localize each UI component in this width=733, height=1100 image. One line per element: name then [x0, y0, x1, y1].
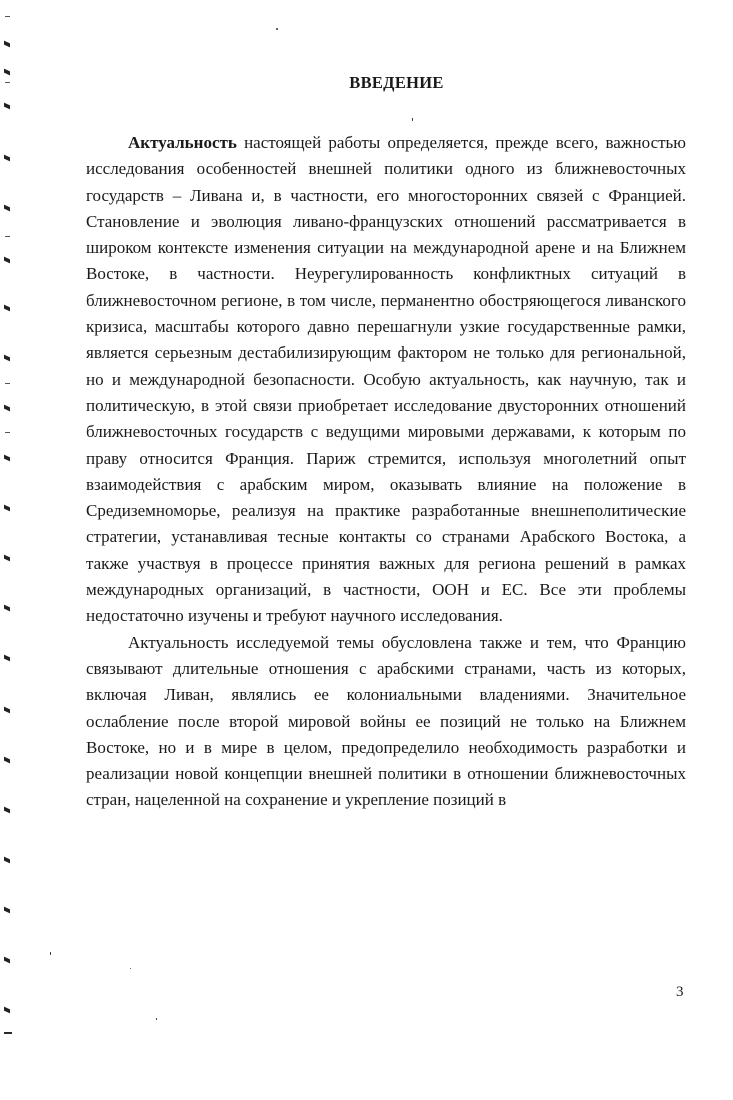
scan-mark: [4, 1032, 12, 1034]
paragraph-text: настоящей работы определяется, прежде всего, важностью исследования особенностей внешней политики одного из ближневосточных государств – Ливана и, в частности, его многосторонних связей с Францией. Становление и эволюция ливано-французских отношений рассматривается в широком контексте изменения ситуации на международной арене и на Ближнем Востоке, в частности. Неурегулированность конфликтных ситуаций в ближневосточном регионе, в том числе, перманентно обостряющегося ливанского кризиса, масштабы которого давно перешагнули узкие государственные рамки, является серьезным дестабилизирующим фактором не только для региональной, но и международной безопасности. Особую актуальность, как научную, так и политическую, в этой связи приобретает исследование двусторонних отношений ближневосточных государств с ведущими мировыми державами, к которым по праву относится Франция. Париж стремится, используя многолетний опыт взаимодействия с арабским миром, оказывать влияние на положение в Средиземноморье, реализуя на практике разработанные внешнеполитические стратегии, устанавливая тесные контакты со странами Арабского Востока, а также участвуя в процессе принятия важных для региона решений в рамках международных организаций, в частности, ООН и ЕС. Все эти проблемы недостаточно изучены и требуют научного исследования.: [86, 133, 686, 626]
scan-speck: [412, 118, 413, 121]
scan-mark: [4, 155, 10, 162]
scan-mark: [4, 555, 10, 562]
scan-mark: [4, 305, 10, 312]
scan-mark: [4, 757, 10, 764]
paragraph-lead: Актуальность: [128, 133, 237, 152]
scan-mark: [4, 957, 10, 964]
scan-mark: [4, 807, 10, 814]
scan-mark: [5, 236, 10, 237]
paragraph-text: Актуальность исследуемой темы обусловлена также и тем, что Францию связывают длительные отношения с арабскими странами, часть из которых, включая Ливан, являлись ее колониальными владениями. Значительное ослабление после второй мировой войны ее позиций не только на Ближнем Востоке, но и в мире в целом, предопределило необходимость разработки и реализации новой концепции внешней политики в отношении ближневосточных стран, нацеленной на сохранение и укрепление позиций в: [86, 632, 686, 810]
scan-mark: [5, 16, 10, 17]
scan-mark: [4, 405, 10, 412]
scan-mark: [4, 857, 10, 864]
scan-mark: [4, 605, 10, 612]
scan-speck: [50, 952, 51, 955]
scan-mark: [5, 383, 10, 384]
paragraph: [86, 630, 686, 814]
scan-mark: [4, 103, 10, 110]
page-title: ВВЕДЕНИЕ: [349, 73, 444, 92]
scan-mark: [4, 257, 10, 264]
scan-speck: [130, 968, 131, 969]
scan-speck: [156, 1018, 157, 1020]
scan-mark: [4, 1007, 10, 1014]
paragraph: [86, 130, 686, 630]
scan-mark: [4, 41, 10, 48]
scan-mark: [5, 432, 10, 433]
scan-mark: [4, 355, 10, 362]
scan-mark: [4, 505, 10, 512]
scan-mark: [4, 455, 10, 462]
scan-mark: [4, 707, 10, 714]
scan-mark: [4, 205, 10, 212]
body-text: [86, 130, 686, 814]
scan-speck: [276, 28, 278, 30]
page-number: 3: [676, 984, 684, 1000]
scan-mark: [4, 907, 10, 914]
scan-mark: [4, 655, 10, 662]
